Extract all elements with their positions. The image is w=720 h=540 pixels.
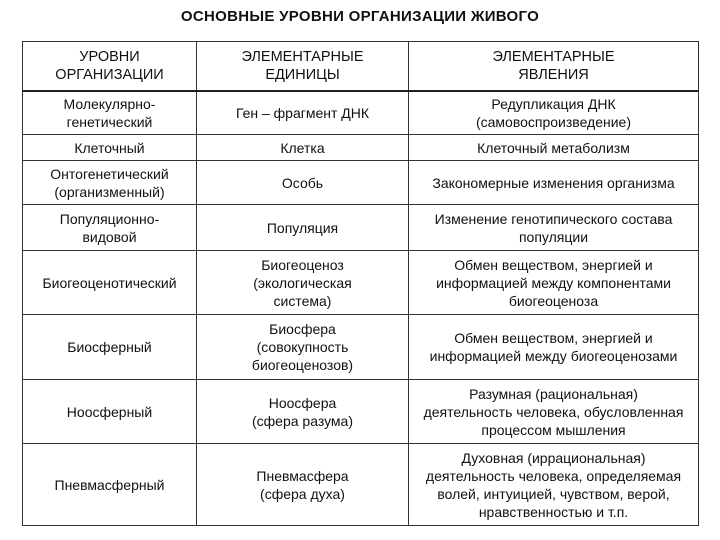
cell-level <box>23 444 197 526</box>
table-row <box>23 91 699 135</box>
cell-phenomenon <box>409 444 699 526</box>
cell-text: Молекулярно- <box>63 95 156 112</box>
cell-unit <box>197 91 409 135</box>
cell-text: Редупликация ДНК <box>491 95 616 112</box>
cell-phenomenon <box>409 251 699 315</box>
header-text: ОРГАНИЗАЦИИ <box>55 66 164 83</box>
cell-text: (совокупность <box>256 339 349 355</box>
cell-text: Биосферный <box>67 339 152 355</box>
cell-text: деятельность человека, определяемая <box>425 467 682 484</box>
header-phenomena <box>409 42 699 91</box>
cell-text: Клеточный <box>74 139 145 156</box>
cell-text: деятельность человека, обусловленная <box>423 403 684 420</box>
cell-text: Пневмасферный <box>54 476 165 493</box>
cell-level <box>23 251 197 315</box>
cell-text: биогеоценоза <box>508 292 599 309</box>
cell-text: Изменение генотипического состава <box>434 210 673 227</box>
cell-text: видовой <box>82 228 137 245</box>
table-row <box>23 315 699 380</box>
header-levels <box>23 42 197 91</box>
cell-unit <box>197 161 409 205</box>
cell-text: информацией между компонентами <box>436 274 671 291</box>
cell-unit <box>197 315 409 380</box>
cell-text: Особь <box>281 174 324 191</box>
levels-table <box>22 41 699 526</box>
cell-text: Обмен веществом, энергией и <box>454 256 653 273</box>
cell-text: Онтогенетический <box>50 165 169 182</box>
cell-text: биогеоценозов) <box>251 357 354 373</box>
cell-phenomenon <box>409 205 699 251</box>
cell-text: Ген – фрагмент ДНК <box>235 104 370 121</box>
table-row <box>23 205 699 251</box>
cell-text: (сфера разума) <box>251 412 354 429</box>
cell-text: (сфера духа) <box>260 485 345 502</box>
cell-text: Пневмасфера <box>256 467 349 484</box>
table-header-row <box>23 42 699 91</box>
cell-text: Ноосфера <box>268 394 337 411</box>
cell-text: Клетка <box>280 139 325 156</box>
cell-phenomenon <box>409 315 699 380</box>
cell-text: (самовоспроизведение) <box>475 113 632 130</box>
cell-text: нравственностью и т.п. <box>478 503 629 520</box>
cell-text: (организменный) <box>54 183 165 200</box>
cell-text: популяции <box>518 228 589 245</box>
cell-text: генетический <box>66 113 153 130</box>
cell-text: (экологическая <box>253 274 352 291</box>
table-row <box>23 135 699 161</box>
cell-unit <box>197 444 409 526</box>
cell-text: волей, интуицией, чувством, верой, <box>437 485 670 502</box>
cell-level <box>23 91 197 135</box>
cell-text: Духовная (иррациональная) <box>461 449 646 466</box>
table-row <box>23 251 699 315</box>
header-text: УРОВНИ <box>79 48 140 65</box>
cell-level <box>23 380 197 444</box>
cell-unit <box>197 135 409 161</box>
cell-text: информацией между биогеоценозами <box>429 348 678 364</box>
header-text: ЭЛЕМЕНТАРНЫЕ <box>492 48 615 65</box>
cell-level <box>23 135 197 161</box>
cell-text: Закономерные изменения организма <box>432 174 675 191</box>
table-row <box>23 444 699 526</box>
header-text: ЕДИНИЦЫ <box>265 66 340 83</box>
header-text: ЯВЛЕНИЯ <box>518 66 589 83</box>
header-units <box>197 42 409 91</box>
cell-text: Биогеоценотический <box>42 274 177 291</box>
cell-text: система) <box>273 292 332 309</box>
cell-level <box>23 205 197 251</box>
cell-text: Биосфера <box>269 321 336 337</box>
cell-level <box>23 315 197 380</box>
table-row <box>23 161 699 205</box>
cell-text: Популяция <box>266 219 339 236</box>
table-row <box>23 380 699 444</box>
cell-unit <box>197 380 409 444</box>
cell-phenomenon <box>409 135 699 161</box>
cell-text: Популяционно- <box>59 210 160 227</box>
cell-phenomenon <box>409 91 699 135</box>
cell-unit <box>197 205 409 251</box>
cell-phenomenon <box>409 161 699 205</box>
cell-text: процессом мышления <box>481 421 626 438</box>
cell-text: Клеточный метаболизм <box>477 139 630 156</box>
cell-phenomenon <box>409 380 699 444</box>
cell-level <box>23 161 197 205</box>
cell-unit <box>197 251 409 315</box>
page-title: ОСНОВНЫЕ УРОВНИ ОРГАНИЗАЦИИ ЖИВОГО <box>180 8 540 25</box>
header-text: ЭЛЕМЕНТАРНЫЕ <box>241 48 364 65</box>
cell-text: Биогеоценоз <box>261 256 344 273</box>
cell-text: Обмен веществом, энергией и <box>454 330 653 346</box>
cell-text: Ноосферный <box>66 403 153 420</box>
cell-text: Разумная (рациональная) <box>469 385 638 402</box>
